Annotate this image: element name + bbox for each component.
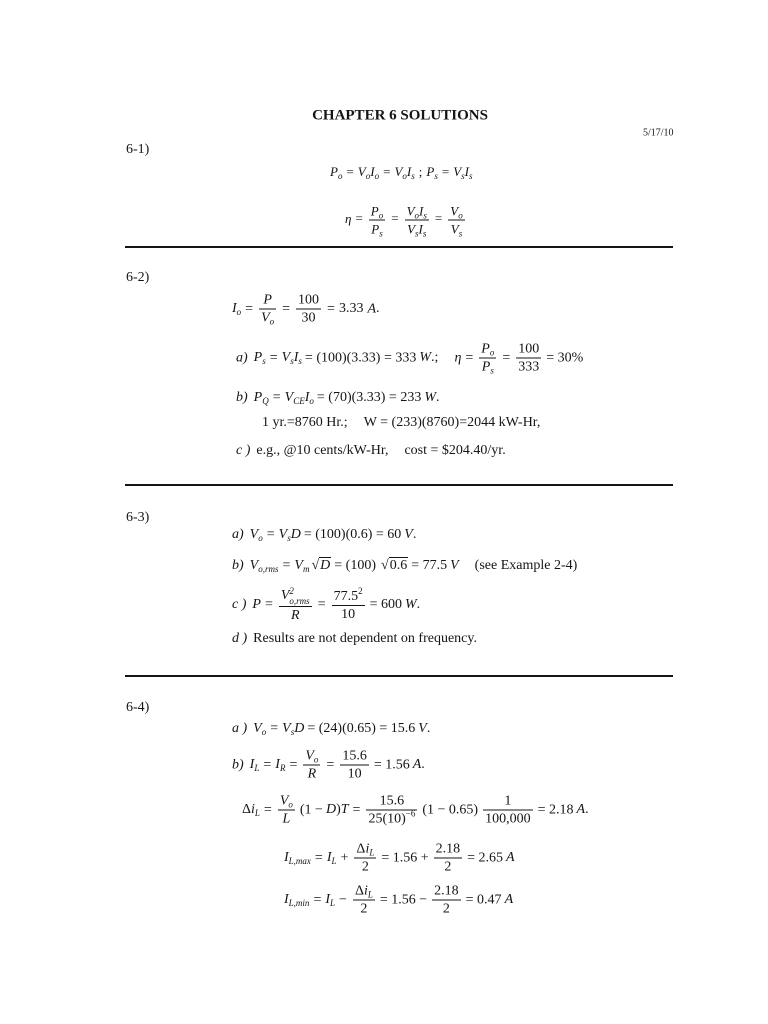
eq-sub: o [402,171,407,181]
eq-text: 15.6 [342,748,367,764]
numerator [259,292,276,309]
eq-text: .; [431,350,439,366]
eq-sub: o [489,347,495,358]
eq-op: = [282,558,291,573]
equation-line [262,414,540,432]
equation-line [232,720,430,738]
equation-line [236,389,440,407]
denominator [332,605,365,623]
fraction [296,292,321,327]
eq-var: V [280,588,290,603]
eq-var: P [481,341,490,357]
numerator [353,883,375,900]
sqrt-sign: √ [311,558,320,573]
eq-var: W [424,390,437,405]
eq-text: 10 [341,606,356,622]
eq-text: = 30% [546,350,584,366]
fraction [369,203,385,238]
eq-var: V [418,721,427,736]
eq-op: = [352,802,361,818]
problem-label: 6-2) [126,270,150,285]
eq-text: = (24)(0.65) = 15.6 [307,721,416,736]
denominator [303,765,320,783]
eq-op: = [355,210,363,226]
equation-line [345,203,467,238]
numerator [516,341,541,358]
numerator [448,203,464,220]
part-label: b) [232,757,244,773]
denominator [278,810,295,828]
equation-line [232,748,425,783]
fraction [434,841,463,876]
part-label: a) [232,527,244,542]
eq-sub: L [367,889,373,900]
eq-supsub [289,586,309,606]
eq-text: cost = $204.40/yr. [404,443,506,458]
eq-var: I [249,757,255,773]
eq-var: R [290,608,300,623]
eq-sub: o [337,171,343,181]
fraction [340,748,369,783]
section-divider [125,484,673,486]
eq-text: 3.33 [338,301,364,317]
eq-var: I [464,164,469,179]
eq-var: V [284,390,294,405]
eq-var: V [450,203,459,219]
eq-var: I [293,350,299,366]
eq-sub: L [369,847,375,858]
numerator [434,841,463,858]
numerator [366,793,417,810]
eq-sub: o [258,533,263,543]
eq-text: 2 [444,859,452,875]
eq-op: = [465,350,474,366]
equation-line [242,793,589,828]
denominator [405,220,429,238]
eq-text: Δ [354,883,364,899]
eq-text: 2.18 [435,841,461,857]
eq-text: 0.6 [389,558,408,573]
date-stamp: 5/17/10 [643,127,674,139]
eq-text: e.g., @10 cents/kW-Hr, [256,443,389,458]
part-label: a ) [232,721,248,736]
equation-line [284,841,515,876]
part-label: c ) [236,443,251,458]
eq-text: . [421,757,425,773]
eq-var: V [305,748,314,764]
eq-sub: s [262,356,266,367]
numerator [369,203,385,220]
eq-var: P [330,164,338,179]
eq-var: I [419,203,424,219]
eq-text: Δ [356,841,366,857]
eq-var: V [407,221,416,237]
numerator [354,841,376,858]
eq-op: = [272,390,281,405]
eq-op: = [391,210,399,226]
eq-text: . [376,301,380,317]
part-label: d ) [232,631,248,646]
eq-var: I [406,164,412,179]
fraction [483,793,533,828]
fraction [516,341,541,376]
denominator [448,220,464,238]
page-title: CHAPTER 6 SOLUTIONS [312,107,488,124]
eq-sub: s [379,228,383,239]
eq-var: L [282,811,291,827]
eq-var: P [253,350,263,366]
eq-sub: L [331,856,337,867]
eq-var: A [576,802,586,818]
fraction [354,841,376,876]
eq-text: 333 [518,359,540,375]
eq-text: 1 yr.=8760 Hr.; [262,415,348,430]
eq-op: = [434,210,443,226]
eq-var: V [253,721,262,736]
eq-sub: o,rms [258,564,279,574]
eq-text: . [436,390,440,405]
eq-var: I [325,892,331,908]
numerator [278,793,295,810]
eq-op: = [383,164,391,179]
eq-sub: R [279,763,286,774]
eq-sub: s [458,228,463,239]
denominator [516,358,541,376]
eq-sub: Q [262,396,269,406]
eq-sub: L,min [288,898,310,909]
eq-text: 2 [442,901,450,917]
eq-var: I [232,301,237,317]
eq-text: = (100)(0.6) = 60 [303,527,402,542]
eq-var: W [405,597,417,613]
eq-op: = [289,757,298,773]
equation-line [330,163,473,181]
denominator [369,220,385,238]
eq-sup: −6 [405,808,416,819]
fraction [366,793,417,828]
equation-line [236,341,586,376]
eq-text: 1 [504,793,512,809]
eq-text: (see Example 2-4) [474,558,578,573]
denominator [434,858,463,876]
eq-text: 100 [518,341,540,357]
eq-var: V [278,527,288,542]
eq-sub: o [374,171,380,181]
eq-op: − [339,892,347,908]
equation-line [232,526,416,544]
part-label: a) [236,350,248,366]
denominator [296,309,321,327]
eq-var: V [281,350,291,366]
eq-op: = [346,164,354,179]
eq-var: I [370,164,375,179]
section-divider [125,246,673,248]
eq-op: ; [418,164,423,179]
eq-text: 100,000 [485,811,531,827]
eq-var: P [370,203,379,219]
eq-var: i [365,841,370,857]
eq-var: V [249,558,259,573]
eq-var: V [279,793,289,809]
fraction [479,341,496,376]
eq-text: . [416,597,421,613]
fraction [353,883,375,918]
eq-op: = [263,757,272,773]
eq-var: V [294,558,303,573]
eq-sub: o [236,307,242,318]
eq-sub: s [290,727,295,737]
eq-text: = 1.56 + [381,850,429,866]
eq-var: i [251,802,255,818]
denominator [483,810,533,828]
eq-text: . [585,802,589,818]
eq-var: P [481,359,491,375]
equation-line [232,586,420,624]
eq-text: = (100) [334,558,377,573]
eq-op: = [314,850,323,866]
eq-var: V [450,221,459,237]
eq-sub: L [254,763,260,774]
eq-var: P [426,164,435,179]
denominator [479,358,496,376]
numerator [483,793,533,810]
numerator [340,748,369,765]
eq-var: A [367,301,377,317]
eq-var: I [418,221,423,237]
eq-var: D [290,527,301,542]
denominator [366,810,417,828]
eq-var: P [263,292,272,308]
eq-var: P [371,221,380,237]
eq-op: = [266,527,275,542]
eq-var: A [506,850,515,866]
fraction [279,586,312,624]
numerator [332,585,365,605]
problem-label: 6-3) [126,510,150,525]
eq-var: P [252,597,261,613]
eq-text: Δ [242,802,252,818]
radicand [389,557,409,573]
eq-var: A [412,757,422,773]
eq-var: D [294,721,305,736]
numerator [296,292,321,309]
eq-var: D [325,802,337,818]
eq-var: V [453,164,462,179]
eq-sub: s [287,533,291,543]
eq-sup: 2 [289,586,294,596]
eq-sub: L [254,808,260,819]
eq-sub: o [458,210,463,221]
eq-text: = 2.18 [537,802,574,818]
eq-op: = [245,301,254,317]
eq-text: 77.5 [333,588,359,604]
eq-text: 2.18 [434,883,459,899]
eq-sub: o [365,171,371,181]
fraction [278,793,295,828]
numerator [405,203,429,220]
eq-text: (1 − [299,802,323,818]
eq-var: V [249,527,259,542]
equation-line [232,557,577,575]
equation-line [284,883,513,918]
eq-op: = [270,721,279,736]
eq-text: = 1.56 − [379,892,428,908]
part-label: c ) [232,597,247,613]
eq-sub: CE [293,396,305,406]
eq-text: Results are not dependent on frequency. [253,631,477,646]
eq-sub: s [490,365,494,376]
eq-text: . [426,721,431,736]
eq-var: V [406,203,415,219]
eq-sub: o [378,210,384,221]
numerator [279,586,312,606]
sqrt-sign: √ [381,558,389,573]
eq-sub: s [423,210,427,221]
eq-text: 10 [347,766,362,782]
problem-label: 6-4) [126,700,150,715]
eq-sub: s [298,356,302,367]
equation-line [232,630,477,648]
denominator [353,900,375,918]
eq-var: V [450,558,459,573]
eq-sub: o [309,396,314,406]
eq-sub: s [290,356,294,367]
eq-var: W [419,350,432,366]
eq-sub: s [461,171,465,181]
eq-sub: s [469,171,473,181]
eq-text: 30 [301,310,316,326]
equation-line [232,292,380,327]
eq-sub: s [434,171,438,181]
numerator [479,341,496,358]
eq-sub: s [415,228,419,239]
fraction [303,748,320,783]
eq-var: V [404,527,413,542]
eq-sub: s [411,171,415,181]
eq-var: i [363,883,368,899]
eq-text: (1 − 0.65) [422,802,479,818]
eq-op: = [269,350,278,366]
eq-sub: L [330,898,336,909]
eq-text: = 0.47 [465,892,502,908]
fraction [448,203,464,238]
part-label: b) [236,390,248,405]
eq-text: 2 [360,901,368,917]
eq-var: V [261,310,270,326]
eq-var: I [326,850,332,866]
eq-sub: s [422,228,427,239]
eq-var: V [282,721,291,736]
eq-var: η [454,350,462,366]
problem-label: 6-1) [126,142,150,157]
denominator [279,606,312,624]
denominator [354,858,376,876]
eq-op: = [317,597,326,613]
eq-sub: o [269,316,275,327]
eq-sub: o [313,754,319,765]
eq-var: V [357,164,366,179]
eq-text: W = (233)(8760)=2044 kW-Hr, [363,415,541,430]
eq-text: = 2.65 [467,850,504,866]
eq-var: T [340,802,349,818]
eq-op: = [263,802,272,818]
eq-sub: o [414,210,420,221]
eq-text: = (70)(3.33) = 233 [316,390,422,405]
eq-var: I [284,850,289,866]
eq-text: = 600 [369,597,402,613]
numerator [303,748,320,765]
eq-text: = 77.5 [411,558,448,573]
eq-text: 25(10) [368,811,406,827]
denominator [340,765,369,783]
eq-text: 15.6 [379,793,405,809]
fraction [432,883,461,918]
eq-op: = [441,164,450,179]
eq-var: I [304,390,310,405]
eq-sub: L,max [288,856,311,867]
eq-sub: m [302,564,310,574]
eq-op: + [340,850,349,866]
section-divider [125,675,673,677]
eq-op: = [313,892,322,908]
eq-text: 2 [361,859,369,875]
denominator [432,900,461,918]
part-label: b) [232,558,244,573]
eq-var: I [275,757,280,773]
fraction [332,585,365,623]
eq-var: A [504,892,514,908]
fraction [405,203,429,238]
eq-var: V [394,164,403,179]
equation-line [236,442,506,460]
eq-var: R [307,766,317,782]
eq-var: I [284,892,289,908]
eq-var: P [253,390,263,405]
eq-sub: o [261,727,267,737]
eq-op: = [282,301,291,317]
numerator [432,883,461,900]
eq-sub: o,rms [289,596,310,606]
eq-op: = [502,350,511,366]
eq-var: D [320,558,331,573]
eq-sub: o [288,799,293,810]
eq-text: ) [336,802,341,818]
eq-text: . [412,527,417,542]
radicand [319,557,331,573]
eq-op: = [326,757,335,773]
fraction [259,292,276,327]
eq-text: = 1.56 [373,757,410,773]
eq-sup: 2 [358,585,363,596]
eq-var: η [345,210,352,226]
eq-text: = (100)(3.33) = 333 [304,350,417,366]
eq-op: = [327,301,335,317]
eq-op: = [264,597,273,613]
eq-text: 100 [298,292,320,308]
denominator [259,309,276,327]
